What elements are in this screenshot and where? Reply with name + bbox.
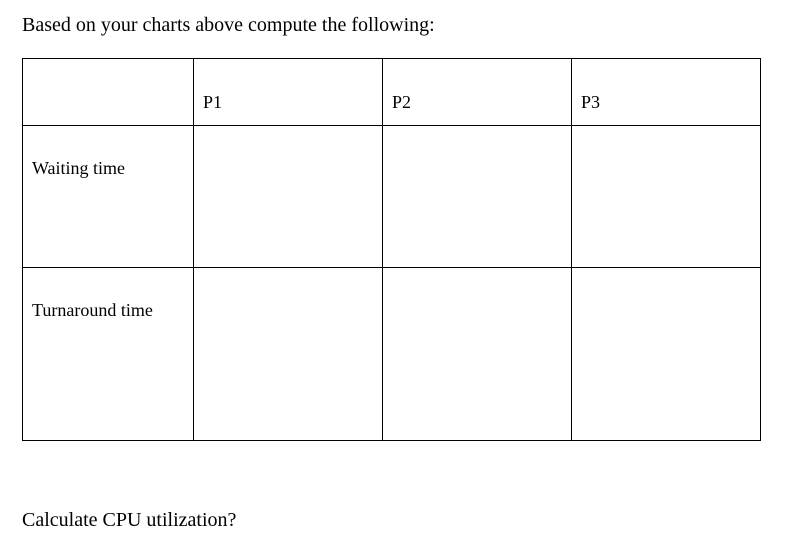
header-cell-p3: P3 — [572, 59, 761, 126]
cell-turnaround-p2[interactable] — [383, 268, 572, 441]
cell-waiting-p1[interactable] — [194, 126, 383, 268]
header-cell-corner — [23, 59, 194, 126]
results-table — [22, 58, 761, 441]
cpu-utilization-question: Calculate CPU utilization? — [22, 509, 237, 531]
header-cell-p1: P1 — [194, 59, 383, 126]
cell-turnaround-p1[interactable] — [194, 268, 383, 441]
row-label-turnaround-time: Turnaround time — [23, 268, 194, 441]
row-label-waiting-time: Waiting time — [23, 126, 194, 268]
table-header-row — [23, 59, 761, 126]
table-row — [23, 268, 761, 441]
table-row — [23, 126, 761, 268]
header-cell-p2: P2 — [383, 59, 572, 126]
cell-waiting-p2[interactable] — [383, 126, 572, 268]
cell-waiting-p3[interactable] — [572, 126, 761, 268]
cell-turnaround-p3[interactable] — [572, 268, 761, 441]
instructions-text: Based on your charts above compute the following: — [22, 14, 435, 36]
